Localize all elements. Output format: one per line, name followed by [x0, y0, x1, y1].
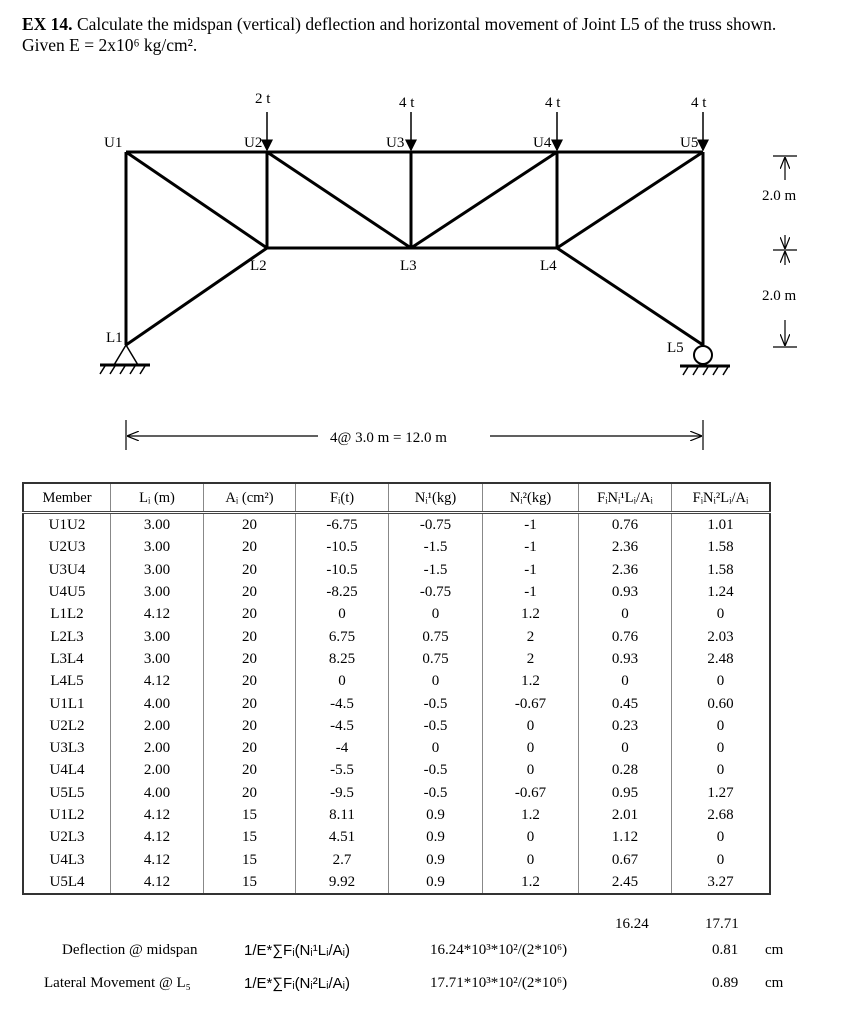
- table-cell: 20: [204, 559, 296, 581]
- table-cell: 20: [204, 759, 296, 781]
- table-cell: -1.5: [389, 536, 483, 558]
- table-cell: 0.95: [579, 782, 672, 804]
- table-cell: -0.5: [389, 692, 483, 714]
- load-arrows: [267, 112, 703, 150]
- table-cell: 3.00: [111, 625, 204, 647]
- table-cell: -1: [483, 536, 579, 558]
- table-cell: 0: [483, 759, 579, 781]
- table-cell: 1.24: [672, 581, 771, 603]
- table-cell: L4L5: [23, 670, 111, 692]
- problem-text: Calculate the midspan (vertical) deflection and horizontal movement of Joint L5 of the truss shown. Given E = 2x10⁶ kg/cm².: [22, 14, 777, 55]
- height-label: 2.0 m: [762, 288, 797, 304]
- table-cell: 8.11: [296, 804, 389, 826]
- table-cell: 20: [204, 782, 296, 804]
- table-cell: 1.2: [483, 804, 579, 826]
- pin-support: [100, 345, 150, 374]
- node-label: L4: [540, 258, 557, 274]
- table-row: [23, 648, 770, 670]
- table-cell: 1.2: [483, 603, 579, 625]
- table-cell: 2.7: [296, 848, 389, 870]
- table-cell: 0: [296, 670, 389, 692]
- table-cell: U4L3: [23, 848, 111, 870]
- table-cell: -10.5: [296, 559, 389, 581]
- table-cell: 20: [204, 513, 296, 537]
- table-cell: 0.76: [579, 513, 672, 537]
- table-cell: 0.67: [579, 848, 672, 870]
- table-cell: U2L3: [23, 826, 111, 848]
- node-label: U5: [680, 135, 699, 151]
- span-label: 4@ 3.0 m = 12.0 m: [330, 430, 447, 446]
- table-cell: 6.75: [296, 625, 389, 647]
- table-cell: 20: [204, 625, 296, 647]
- table-cell: 2.68: [672, 804, 771, 826]
- table-cell: -0.5: [389, 782, 483, 804]
- table-cell: 2: [483, 648, 579, 670]
- table-cell: 4.12: [111, 826, 204, 848]
- result-label: Deflection @ midspan: [62, 942, 198, 958]
- table-cell: -4.5: [296, 692, 389, 714]
- node-label: U3: [386, 135, 405, 151]
- table-cell: L3L4: [23, 648, 111, 670]
- table-cell: 1.58: [672, 536, 771, 558]
- table-cell: -0.67: [483, 782, 579, 804]
- table-row: [23, 715, 770, 737]
- column-header: Nᵢ²(kg): [483, 483, 579, 513]
- dimension-lines: [126, 156, 797, 450]
- truss-members: [126, 152, 703, 345]
- table-cell: 0.9: [389, 871, 483, 894]
- table-cell: -1: [483, 513, 579, 537]
- table-cell: 4.00: [111, 692, 204, 714]
- roller-support: [680, 346, 730, 375]
- table-cell: U5L4: [23, 871, 111, 894]
- table-cell: 0.9: [389, 826, 483, 848]
- table-cell: 0.9: [389, 804, 483, 826]
- load-label: 4 t: [691, 95, 707, 111]
- table-cell: -4.5: [296, 715, 389, 737]
- node-label: L2: [250, 258, 267, 274]
- table-row: [23, 581, 770, 603]
- table-cell: 0: [483, 715, 579, 737]
- table-cell: 0: [579, 670, 672, 692]
- load-label: 2 t: [255, 91, 271, 107]
- table-cell: 20: [204, 737, 296, 759]
- truss-diagram: [0, 0, 841, 470]
- table-cell: -1: [483, 581, 579, 603]
- table-cell: U1U2: [23, 513, 111, 537]
- node-label: U1: [104, 135, 123, 151]
- table-cell: 20: [204, 670, 296, 692]
- table-cell: 2.48: [672, 648, 771, 670]
- table-cell: 4.51: [296, 826, 389, 848]
- table-cell: 3.00: [111, 536, 204, 558]
- table-cell: 0: [389, 603, 483, 625]
- table-cell: 0.75: [389, 648, 483, 670]
- table-cell: U5L5: [23, 782, 111, 804]
- table-cell: 15: [204, 871, 296, 894]
- table-row: [23, 804, 770, 826]
- table-cell: 0: [483, 737, 579, 759]
- table-cell: 0: [672, 759, 771, 781]
- table-cell: 0: [579, 737, 672, 759]
- table-cell: -1: [483, 559, 579, 581]
- table-cell: -9.5: [296, 782, 389, 804]
- table-cell: 9.92: [296, 871, 389, 894]
- table-cell: 0: [579, 603, 672, 625]
- table-row: [23, 782, 770, 804]
- load-label: 4 t: [399, 95, 415, 111]
- table-row: [23, 737, 770, 759]
- table-cell: 0.93: [579, 581, 672, 603]
- table-cell: 0: [296, 603, 389, 625]
- table-cell: 0: [672, 603, 771, 625]
- table-cell: U2U3: [23, 536, 111, 558]
- table-cell: -0.75: [389, 513, 483, 537]
- column-header: Lᵢ (m): [111, 483, 204, 513]
- table-cell: -10.5: [296, 536, 389, 558]
- table-row: [23, 603, 770, 625]
- table-cell: 0: [672, 715, 771, 737]
- table-row: [23, 559, 770, 581]
- load-label: 4 t: [545, 95, 561, 111]
- table-cell: 2.01: [579, 804, 672, 826]
- table-cell: 2.45: [579, 871, 672, 894]
- problem-number: EX 14.: [22, 14, 73, 34]
- result-unit: cm: [765, 942, 784, 958]
- sum-n2: 17.71: [705, 916, 739, 932]
- result-calc: 16.24*10³*10²/(2*10⁶): [430, 942, 568, 958]
- table-row: [23, 826, 770, 848]
- table-cell: 0.23: [579, 715, 672, 737]
- result-value: 0.89: [712, 975, 739, 991]
- node-label: L3: [400, 258, 417, 274]
- table-cell: 1.27: [672, 782, 771, 804]
- column-header: FᵢNᵢ²Lᵢ/Aᵢ: [672, 483, 771, 513]
- sum-n1: 16.24: [615, 916, 649, 932]
- table-cell: L1L2: [23, 603, 111, 625]
- result-label: Lateral Movement @ L₅: [44, 975, 191, 991]
- table-cell: U4L4: [23, 759, 111, 781]
- result-formula: 1/E*∑Fᵢ(Nᵢ¹Lᵢ/Aᵢ): [244, 942, 350, 959]
- result-calc: 17.71*10³*10²/(2*10⁶): [430, 975, 568, 991]
- table-row: [23, 871, 770, 894]
- table-cell: 0: [483, 826, 579, 848]
- table-row: [23, 670, 770, 692]
- table-cell: 3.27: [672, 871, 771, 894]
- table-cell: -4: [296, 737, 389, 759]
- table-cell: 2.00: [111, 715, 204, 737]
- column-header: Member: [23, 483, 111, 513]
- result-value: 0.81: [712, 942, 739, 958]
- table-row: [23, 513, 770, 537]
- column-header: Fᵢ(t): [296, 483, 389, 513]
- table-cell: -0.75: [389, 581, 483, 603]
- column-header: FᵢNᵢ¹Lᵢ/Aᵢ: [579, 483, 672, 513]
- result-unit: cm: [765, 975, 784, 991]
- table-cell: U3L3: [23, 737, 111, 759]
- node-label: L1: [106, 330, 123, 346]
- table-cell: 0: [672, 670, 771, 692]
- table-cell: 15: [204, 848, 296, 870]
- table-cell: -8.25: [296, 581, 389, 603]
- table-cell: -1.5: [389, 559, 483, 581]
- table-cell: 20: [204, 603, 296, 625]
- column-header: Aᵢ (cm²): [204, 483, 296, 513]
- table-cell: 2.00: [111, 737, 204, 759]
- table-cell: 0: [389, 670, 483, 692]
- table-cell: 20: [204, 581, 296, 603]
- table-cell: 3.00: [111, 513, 204, 537]
- table-cell: U1L1: [23, 692, 111, 714]
- table-cell: 1.58: [672, 559, 771, 581]
- table-cell: L2L3: [23, 625, 111, 647]
- calculation-table: [22, 482, 771, 895]
- table-cell: 0.75: [389, 625, 483, 647]
- table-cell: 2: [483, 625, 579, 647]
- table-cell: 8.25: [296, 648, 389, 670]
- table-cell: 15: [204, 826, 296, 848]
- node-label: U2: [244, 135, 263, 151]
- table-cell: 0.45: [579, 692, 672, 714]
- table-cell: 2.36: [579, 536, 672, 558]
- table-cell: U3U4: [23, 559, 111, 581]
- table-cell: 1.2: [483, 670, 579, 692]
- table-row: [23, 536, 770, 558]
- table-cell: U2L2: [23, 715, 111, 737]
- table-cell: 0.76: [579, 625, 672, 647]
- table-cell: 2.00: [111, 759, 204, 781]
- table-row: [23, 759, 770, 781]
- node-label: L5: [667, 340, 684, 356]
- table-cell: -5.5: [296, 759, 389, 781]
- table-cell: 20: [204, 648, 296, 670]
- table-cell: -0.67: [483, 692, 579, 714]
- table-cell: 4.12: [111, 804, 204, 826]
- table-cell: -0.5: [389, 715, 483, 737]
- table-cell: 2.36: [579, 559, 672, 581]
- table-cell: 0.93: [579, 648, 672, 670]
- table-cell: 4.12: [111, 670, 204, 692]
- table-cell: 4.12: [111, 603, 204, 625]
- table-cell: 0: [389, 737, 483, 759]
- table-cell: -0.5: [389, 759, 483, 781]
- table-cell: -6.75: [296, 513, 389, 537]
- table-cell: 15: [204, 804, 296, 826]
- table-cell: 0: [672, 737, 771, 759]
- table-cell: 3.00: [111, 648, 204, 670]
- table-cell: 20: [204, 536, 296, 558]
- table-cell: 3.00: [111, 581, 204, 603]
- table-row: [23, 625, 770, 647]
- table-row: [23, 848, 770, 870]
- table-cell: 4.12: [111, 848, 204, 870]
- table-row: [23, 692, 770, 714]
- table-cell: 0.9: [389, 848, 483, 870]
- table-cell: 1.2: [483, 871, 579, 894]
- result-formula: 1/E*∑Fᵢ(Nᵢ²Lᵢ/Aᵢ): [244, 975, 350, 992]
- height-label: 2.0 m: [762, 188, 797, 204]
- table-cell: 0.60: [672, 692, 771, 714]
- node-label: U4: [533, 135, 552, 151]
- table-cell: 0.28: [579, 759, 672, 781]
- table-cell: 20: [204, 715, 296, 737]
- column-header: Nᵢ¹(kg): [389, 483, 483, 513]
- table-cell: 3.00: [111, 559, 204, 581]
- table-cell: U1L2: [23, 804, 111, 826]
- table-cell: 0: [672, 826, 771, 848]
- table-cell: 0: [672, 848, 771, 870]
- table-cell: 0: [483, 848, 579, 870]
- table-cell: 1.12: [579, 826, 672, 848]
- table-cell: 4.00: [111, 782, 204, 804]
- table-cell: 20: [204, 692, 296, 714]
- table-cell: 2.03: [672, 625, 771, 647]
- table-cell: 4.12: [111, 871, 204, 894]
- table-cell: U4U5: [23, 581, 111, 603]
- table-cell: 1.01: [672, 513, 771, 537]
